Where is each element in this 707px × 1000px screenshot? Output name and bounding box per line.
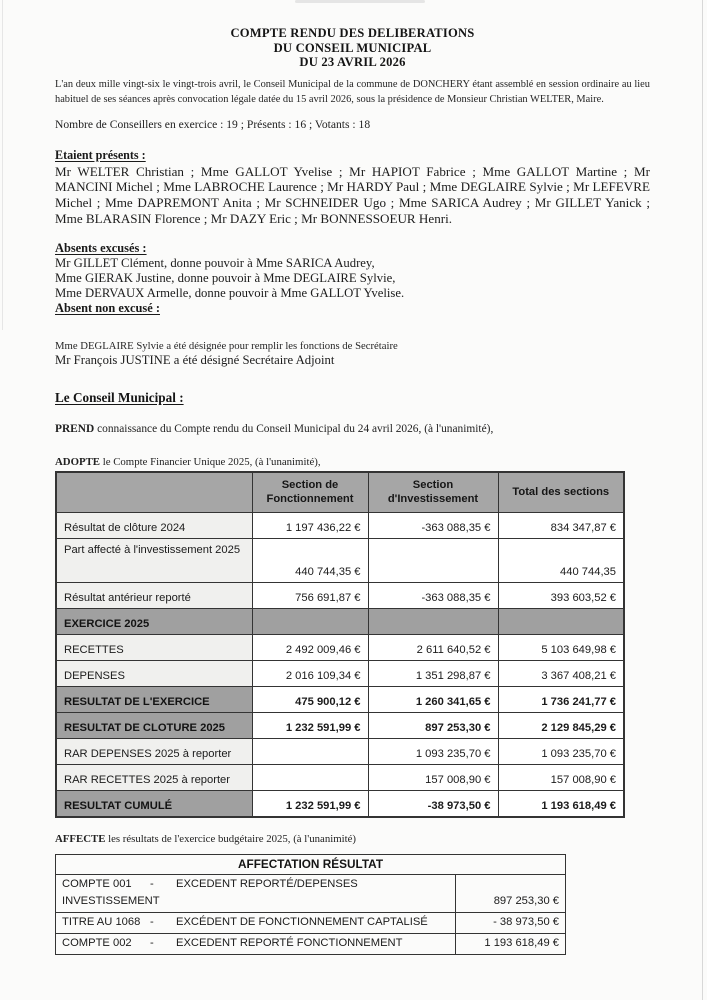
cell-value: 897 253,30 €	[368, 713, 498, 739]
row-label: RECETTES	[56, 635, 252, 661]
cell-value: 2 611 640,52 €	[368, 635, 498, 661]
session-intro-paragraph: L'an deux mille vingt-six le vingt-trois avril, le Conseil Municipal de la commune de DONCHERY étant assemblé en session ordinaire au lieu habituel de ses séances après convocation légale datée du 15 avril 2026, sous la présidence de Monsieur Christian WELTER, Maire.	[55, 78, 650, 105]
cell-value: 157 008,90 €	[498, 765, 624, 791]
secretary-adjoint-line: Mr François JUSTINE a été désigné Secrétaire Adjoint	[55, 353, 335, 368]
account-code: TITRE AU 1068	[62, 916, 141, 929]
column-header-total: Total des sections	[498, 472, 624, 513]
title-line-3: DU 23 AVRIL 2026	[299, 55, 406, 70]
row-label: RESULTAT DE L'EXERCICE	[56, 687, 252, 713]
cell-value: 440 744,35 €	[252, 539, 368, 583]
table-section-row	[56, 609, 624, 635]
column-header-empty	[56, 472, 252, 513]
row-label: RAR DEPENSES 2025 à reporter	[56, 739, 252, 765]
decision-affecte-verb: AFFECTE	[55, 833, 106, 846]
affectation-label-cell	[56, 875, 456, 913]
column-header-investissement: Section d'Investissement	[368, 472, 498, 513]
row-label: Part affecté à l'investissement 2025	[56, 539, 252, 583]
compte-financier-table	[55, 471, 625, 818]
table-row	[56, 513, 624, 539]
affectation-description: EXCEDENT REPORTÉ FONCTIONNEMENT	[176, 937, 403, 950]
affectation-amount: - 38 973,50 €	[456, 913, 566, 934]
councillors-counts-line: Nombre de Conseillers en exercice : 19 ; Présents : 16 ; Votants : 18	[55, 117, 371, 131]
affectation-label-cell	[56, 913, 456, 934]
affectation-amount: 1 193 618,49 €	[456, 934, 566, 955]
dash-separator: -	[150, 878, 154, 891]
cell-value: 1 736 241,77 €	[498, 687, 624, 713]
title-line-1: COMPTE RENDU DES DELIBERATIONS	[230, 26, 475, 40]
cell-value: -363 088,35 €	[368, 583, 498, 609]
table-row	[56, 875, 566, 913]
absent-excused-line: Mme GIERAK Justine, donne pouvoir à Mme DEGLAIRE Sylvie,	[55, 270, 396, 285]
dash-separator: -	[150, 937, 154, 950]
cell-value: 157 008,90 €	[368, 765, 498, 791]
cell-value: 1 232 591,99 €	[252, 791, 368, 818]
present-heading: Etaient présents :	[55, 147, 146, 162]
affectation-resultat-table	[55, 854, 566, 955]
scan-artifact	[702, 0, 703, 1000]
cell-value: 834 347,87 €	[498, 513, 624, 539]
table-row	[56, 913, 566, 934]
scan-artifact	[2, 0, 3, 330]
affectation-description-line2: INVESTISSEMENT	[62, 895, 160, 908]
table-result-row	[56, 687, 624, 713]
cell-value	[368, 539, 498, 583]
cell-value	[252, 739, 368, 765]
cell-value: 1 197 436,22 €	[252, 513, 368, 539]
cell-value	[498, 609, 624, 635]
row-label: EXERCICE 2025	[56, 609, 252, 635]
table-result-row	[56, 713, 624, 739]
decision-adopte-verb: ADOPTE	[55, 456, 100, 469]
account-code: COMPTE 002	[62, 937, 132, 950]
cell-value: 440 744,35	[498, 539, 624, 583]
cell-value: -363 088,35 €	[368, 513, 498, 539]
table-row	[56, 934, 566, 955]
cell-value: 5 103 649,98 €	[498, 635, 624, 661]
cell-value	[252, 609, 368, 635]
absent-not-excused-heading: Absent non excusé :	[55, 301, 160, 316]
row-label: RAR RECETTES 2025 à reporter	[56, 765, 252, 791]
cell-value: 1 193 618,49 €	[498, 791, 624, 818]
affectation-title-row	[56, 855, 566, 875]
secretary-designation-line: Mme DEGLAIRE Sylvie a été désignée pour remplir les fonctions de Secrétaire	[55, 340, 398, 353]
cell-value: 1 093 235,70 €	[498, 739, 624, 765]
decision-adopte	[55, 456, 650, 468]
decision-prend-verb: PREND	[55, 423, 95, 436]
affectation-table-title: AFFECTATION RÉSULTAT	[56, 855, 566, 875]
row-label: Résultat antérieur reporté	[56, 583, 252, 609]
cell-value: -38 973,50 €	[368, 791, 498, 818]
cell-value: 3 367 408,21 €	[498, 661, 624, 687]
council-heading: Le Conseil Municipal :	[55, 390, 184, 406]
table-row	[56, 765, 624, 791]
cell-value: 1 093 235,70 €	[368, 739, 498, 765]
cell-value: 475 900,12 €	[252, 687, 368, 713]
decision-affecte	[55, 833, 650, 845]
decision-prend	[55, 423, 650, 435]
table-row	[56, 739, 624, 765]
account-code: COMPTE 001	[62, 878, 132, 891]
table-row	[56, 583, 624, 609]
present-members-list: Mr WELTER Christian ; Mme GALLOT Yvelise ; Mr HAPIOT Fabrice ; Mme GALLOT Martine ; Mr MANCINI Michel ; Mme LABROCHE Laurence ; Mr HARDY Paul ; Mme DEGLAIRE Sylvie ; Mr LEFEVRE Michel ; Mme DAPREMONT Anita ; Mr SCHNEIDER Ugo ; Mme SARICA Audrey ; Mr GILLET Yanick ; Mme BLARASIN Florence ; Mr DAZY Eric ; Mr BONNESSOEUR Henri.	[55, 163, 650, 226]
decision-prend-text: connaissance du Compte rendu du Conseil Municipal du 24 avril 2026, (à l'unanimité),	[94, 423, 494, 436]
absent-excused-line: Mr GILLET Clément, donne pouvoir à Mme SARICA Audrey,	[55, 255, 375, 270]
decision-adopte-text: le Compte Financier Unique 2025, (à l'unanimité),	[100, 456, 321, 469]
cell-value	[252, 765, 368, 791]
cell-value: 2 492 009,46 €	[252, 635, 368, 661]
absent-excused-line: Mme DERVAUX Armelle, donne pouvoir à Mme GALLOT Yvelise.	[55, 286, 405, 300]
cell-value: 1 232 591,99 €	[252, 713, 368, 739]
cell-value: 393 603,52 €	[498, 583, 624, 609]
row-label: DEPENSES	[56, 661, 252, 687]
dash-separator: -	[150, 916, 154, 929]
title-line-2: DU CONSEIL MUNICIPAL	[273, 40, 432, 55]
column-header-fonctionnement: Section de Fonctionnement	[252, 472, 368, 513]
decision-affecte-text: les résultats de l'exercice budgétaire 2025, (à l'unanimité)	[105, 833, 357, 846]
affectation-description: EXCÉDENT DE FONCTIONNEMENT CAPTALISÉ	[176, 916, 428, 929]
cell-value	[368, 609, 498, 635]
table-header-row	[56, 472, 624, 513]
cell-value: 756 691,87 €	[252, 583, 368, 609]
table-row	[56, 661, 624, 687]
cell-value: 2 129 845,29 €	[498, 713, 624, 739]
row-label: Résultat de clôture 2024	[56, 513, 252, 539]
table-row	[56, 635, 624, 661]
table-result-row	[56, 791, 624, 818]
row-label: RESULTAT DE CLOTURE 2025	[56, 713, 252, 739]
cell-value: 2 016 109,34 €	[252, 661, 368, 687]
scan-artifact	[295, 0, 425, 3]
affectation-description: EXCEDENT REPORTÉ/DEPENSES	[176, 878, 358, 891]
affectation-amount: 897 253,30 €	[456, 875, 566, 913]
affectation-label-cell	[56, 934, 456, 955]
absent-excused-heading: Absents excusés :	[55, 240, 147, 255]
table-row	[56, 539, 624, 583]
row-label: RESULTAT CUMULÉ	[56, 791, 252, 818]
cell-value: 1 260 341,65 €	[368, 687, 498, 713]
cell-value: 1 351 298,87 €	[368, 661, 498, 687]
document-title	[55, 26, 650, 70]
